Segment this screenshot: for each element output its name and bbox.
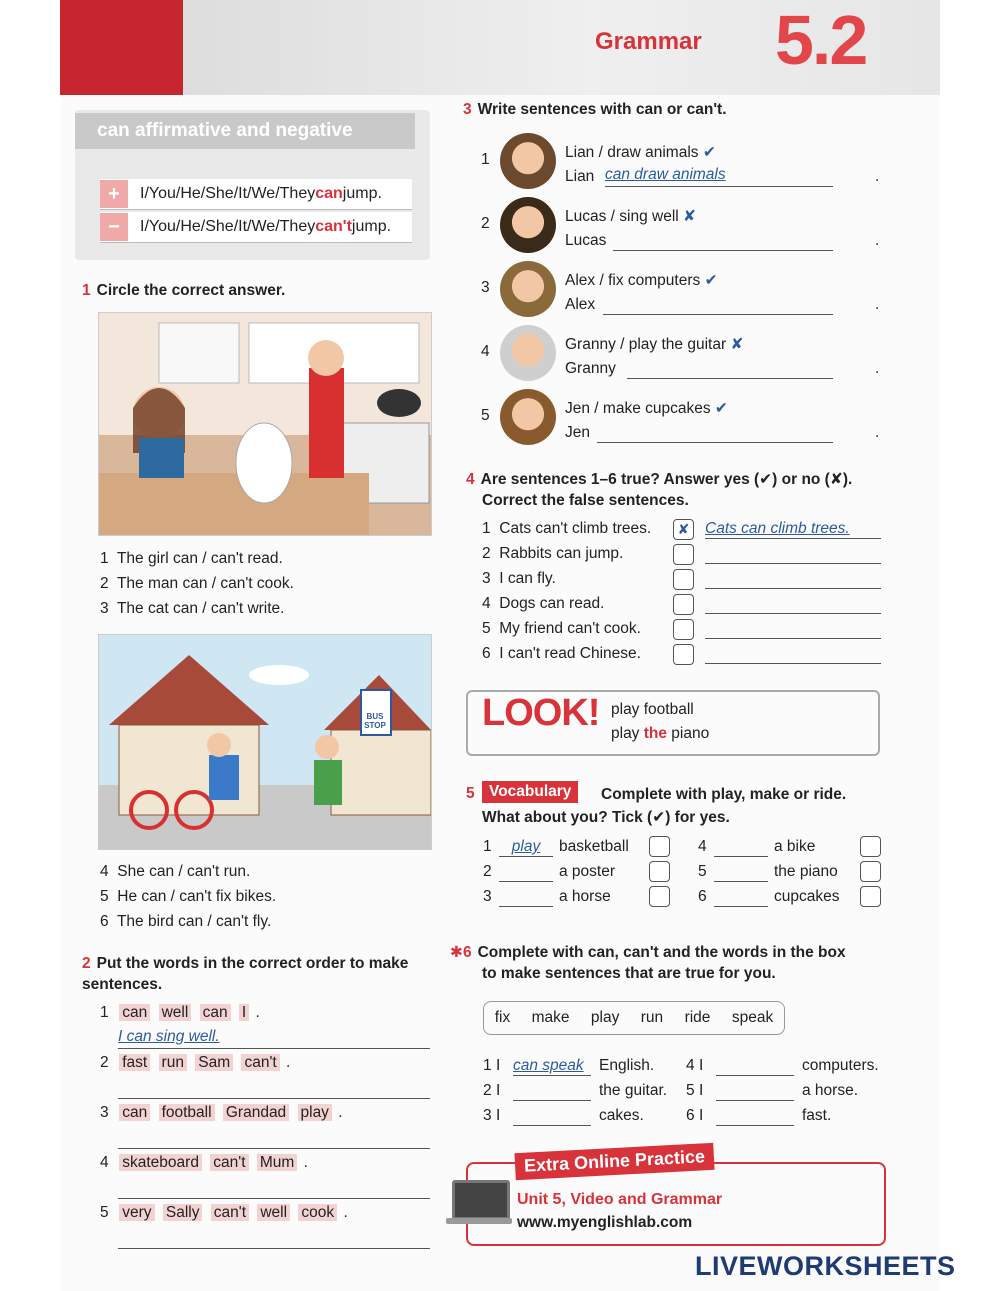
ex3-prompt-3: Alex / fix computers ✔: [565, 272, 718, 289]
ex5-word-3: a horse: [559, 888, 611, 905]
ex4-tickbox-6[interactable]: [673, 644, 694, 665]
ex5-blank-1[interactable]: play: [499, 838, 553, 857]
minus-icon: −: [100, 213, 128, 241]
vocabulary-badge: Vocabulary: [482, 781, 578, 803]
ex2-title: 2 Put the words in the correct order to make sentences.: [82, 955, 409, 993]
ex6-item-1: 1 I: [483, 1057, 501, 1074]
extra-practice-badge: Extra Online Practice: [514, 1143, 714, 1180]
ex5-blank-4[interactable]: [714, 838, 768, 857]
ex3-answer-1[interactable]: can draw animals: [605, 166, 833, 187]
ex6-blank-1[interactable]: can speak: [513, 1057, 591, 1076]
ex4-item-3: 3 I can fly.: [482, 570, 556, 587]
ex3-num-1: 1: [481, 151, 490, 168]
section-title: Grammar: [595, 28, 702, 55]
look-line-1: play football: [611, 701, 694, 718]
ex5-word-6: cupcakes: [774, 888, 840, 905]
ex4-answer-2[interactable]: [705, 545, 881, 564]
word-box-word: play: [590, 1009, 620, 1026]
ex6-post-1: English.: [599, 1057, 655, 1074]
ex3-prompt-1: Lian / draw animals ✔: [565, 144, 716, 161]
ex3-title: 3 Write sentences with can or can't.: [463, 101, 727, 118]
ex2-item-5: 5 very Sally can't well cook .: [100, 1204, 348, 1221]
ex5-word-2: a poster: [559, 863, 616, 880]
ex4-item-6: 6 I can't read Chinese.: [482, 645, 641, 662]
ex2-item-3: 3 can football Grandad play .: [100, 1104, 343, 1121]
ex3-name-3: Alex: [565, 296, 596, 313]
ex1-item-4[interactable]: 4 She can / can't run.: [100, 863, 251, 880]
ex6-item-6: 6 I: [686, 1107, 704, 1124]
look-label: LOOK!: [482, 692, 600, 734]
ex5-blank-5[interactable]: [714, 863, 768, 882]
ex6-item-5: 5 I: [686, 1082, 704, 1099]
ex3-num-5: 5: [481, 407, 490, 424]
laptop-base-icon: [446, 1218, 512, 1224]
ex6-blank-2[interactable]: [513, 1082, 591, 1101]
ex3-prompt-2: Lucas / sing well ✘: [565, 208, 697, 225]
ex6-item-4: 4 I: [686, 1057, 704, 1074]
ex5-num-3: 3: [483, 888, 492, 905]
ex1-item-6[interactable]: 6 The bird can / can't fly.: [100, 913, 272, 930]
ex1-item-3[interactable]: 3 The cat can / can't write.: [100, 600, 285, 617]
ex5-num-2: 2: [483, 863, 492, 880]
word-box-word: make: [531, 1009, 570, 1026]
ex3-period-5: .: [875, 424, 880, 441]
ex6-blank-3[interactable]: [513, 1107, 591, 1126]
ex5-tickbox-2[interactable]: [649, 861, 670, 882]
ex5-word-5: the piano: [774, 863, 838, 880]
ex5-tickbox-5[interactable]: [860, 861, 881, 882]
grammar-box-title: can affirmative and negative: [75, 113, 415, 149]
ex3-answer-3[interactable]: [603, 294, 833, 315]
word-box-word: fix: [494, 1009, 511, 1026]
ex5-num-5: 5: [698, 863, 707, 880]
ex4-title-line2: Correct the false sentences.: [482, 492, 689, 509]
word-box-word: run: [640, 1009, 664, 1026]
look-line-2: play the piano: [611, 725, 710, 742]
ex6-item-2: 2 I: [483, 1082, 501, 1099]
ex2-answer-5[interactable]: [118, 1228, 430, 1249]
ex3-answer-4[interactable]: [627, 358, 833, 379]
ex5-blank-3[interactable]: [499, 888, 553, 907]
ex2-answer-3[interactable]: [118, 1128, 430, 1149]
ex4-answer-6[interactable]: [705, 645, 881, 664]
ex2-answer-4[interactable]: [118, 1178, 430, 1199]
ex4-tickbox-1[interactable]: ✘: [673, 519, 694, 540]
ex2-item-4: 4 skateboard can't Mum .: [100, 1154, 308, 1171]
person-photo-5: [500, 389, 556, 445]
ex5-num-4: 4: [698, 838, 707, 855]
plus-icon: +: [100, 180, 128, 208]
ex3-prompt-4: Granny / play the guitar ✘: [565, 336, 744, 353]
ex3-num-4: 4: [481, 343, 490, 360]
word-box-word: speak: [731, 1009, 774, 1026]
kitchen-illustration: [98, 312, 432, 536]
ex5-word-4: a bike: [774, 838, 816, 855]
ex5-num-1: 1: [483, 838, 492, 855]
ex5-title-line2: What about you? Tick (✔) for yes.: [482, 809, 730, 826]
ex6-title: ✱6 Complete with can, can't and the words in the box: [450, 944, 846, 961]
ex4-tickbox-5[interactable]: [673, 619, 694, 640]
ex3-period-1: .: [875, 168, 880, 185]
word-box: [483, 1001, 785, 1035]
ex4-answer-1[interactable]: Cats can climb trees.: [705, 520, 881, 539]
ex4-tickbox-2[interactable]: [673, 544, 694, 565]
ex6-blank-5[interactable]: [716, 1082, 794, 1101]
ex5-blank-6[interactable]: [714, 888, 768, 907]
ex5-title: Complete with play, make or ride.: [601, 786, 847, 803]
ex5-word-1: basketball: [559, 838, 629, 855]
person-photo-2: [500, 197, 556, 253]
ex3-name-2: Lucas: [565, 232, 607, 249]
ex5-num-6: 6: [698, 888, 707, 905]
ex4-item-4: 4 Dogs can read.: [482, 595, 605, 612]
extra-url[interactable]: www.myenglishlab.com: [517, 1214, 693, 1231]
ex5-blank-2[interactable]: [499, 863, 553, 882]
ex3-num-2: 2: [481, 215, 490, 232]
street-illustration: [98, 634, 432, 850]
ex6-post-5: a horse.: [802, 1082, 859, 1099]
extra-line-1: Unit 5, Video and Grammar: [517, 1191, 723, 1208]
ex3-answer-2[interactable]: [613, 230, 833, 251]
ex6-post-2: the guitar.: [599, 1082, 668, 1099]
ex2-item-1: 1 can well can I .: [100, 1004, 260, 1021]
ex4-answer-3[interactable]: [705, 570, 881, 589]
ex5-tickbox-4[interactable]: [860, 836, 881, 857]
ex2-answer-2[interactable]: [118, 1078, 430, 1099]
laptop-icon: [452, 1180, 510, 1220]
ex3-name-5: Jen: [565, 424, 590, 441]
ex3-period-2: .: [875, 232, 880, 249]
ex3-answer-5[interactable]: [597, 422, 833, 443]
ex4-item-5: 5 My friend can't cook.: [482, 620, 641, 637]
ex6-blank-4[interactable]: [716, 1057, 794, 1076]
person-photo-1: [500, 133, 556, 189]
bus-stop-sign: BUS STOP: [364, 712, 386, 730]
ex3-name-4: Granny: [565, 360, 616, 377]
ex6-post-6: fast.: [802, 1107, 832, 1124]
ex3-num-3: 3: [481, 279, 490, 296]
ex4-answer-4[interactable]: [705, 595, 881, 614]
ex4-title: 4 Are sentences 1–6 true? Answer yes (✔) or no (✘).: [466, 471, 853, 488]
ex4-tickbox-4[interactable]: [673, 594, 694, 615]
unit-number: 5.2: [775, 1, 867, 79]
ex6-post-4: computers.: [802, 1057, 879, 1074]
ex5-num: 5: [466, 785, 475, 802]
ex1-item-2[interactable]: 2 The man can / can't cook.: [100, 575, 294, 592]
ex6-blank-6[interactable]: [716, 1107, 794, 1126]
ex3-prompt-5: Jen / make cupcakes ✔: [565, 400, 728, 417]
ex5-tickbox-6[interactable]: [860, 886, 881, 907]
ex4-answer-5[interactable]: [705, 620, 881, 639]
ex3-period-4: .: [875, 360, 880, 377]
ex1-item-1[interactable]: 1 The girl can / can't read.: [100, 550, 283, 567]
word-box-word: ride: [684, 1009, 711, 1026]
ex4-tickbox-3[interactable]: [673, 569, 694, 590]
grammar-row-negative: − I/You/He/She/It/We/They can't jump.: [100, 212, 412, 243]
ex5-tickbox-3[interactable]: [649, 886, 670, 907]
ex3-name-1: Lian: [565, 168, 595, 185]
ex5-tickbox-1[interactable]: [649, 836, 670, 857]
person-photo-3: [500, 261, 556, 317]
ex6-post-3: cakes.: [599, 1107, 644, 1124]
ex2-item-2: 2 fast run Sam can't .: [100, 1054, 291, 1071]
liveworksheets-logo: LIVEWORKSHEETS: [695, 1251, 956, 1281]
ex6-title-line2: to make sentences that are true for you.: [482, 965, 776, 982]
ex4-item-1: 1 Cats can't climb trees.: [482, 520, 652, 537]
ex3-period-3: .: [875, 296, 880, 313]
ex1-item-5[interactable]: 5 He can / can't fix bikes.: [100, 888, 277, 905]
ex2-answer-1[interactable]: I can sing well.: [118, 1028, 430, 1049]
person-photo-4: [500, 325, 556, 381]
grammar-row-affirmative: + I/You/He/She/It/We/They can jump.: [100, 179, 412, 210]
ex6-item-3: 3 I: [483, 1107, 501, 1124]
ex4-item-2: 2 Rabbits can jump.: [482, 545, 624, 562]
ex1-title: 1 Circle the correct answer.: [82, 282, 286, 299]
